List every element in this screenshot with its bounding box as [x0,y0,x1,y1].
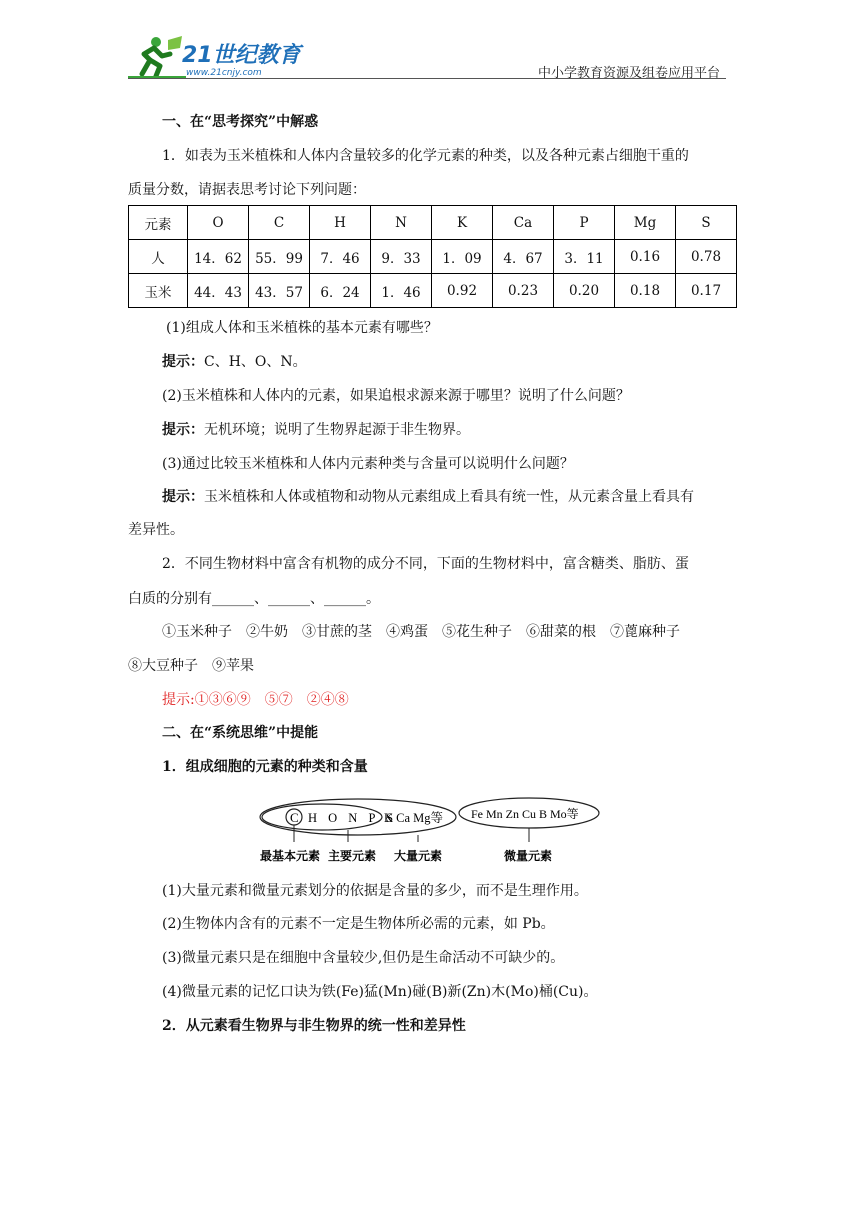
table-cell: 0.17 [676,274,737,308]
header-divider [128,78,726,79]
table-cell: P [554,206,615,240]
label-trace-elements: 微量元素 [504,849,553,863]
table-cell: 55．99 [249,240,310,274]
table-cell: 1．09 [432,240,493,274]
table-header-row [129,206,737,240]
table-cell: 4．67 [493,240,554,274]
element-table [128,205,737,308]
table-cell: H [310,206,371,240]
table-cell: 元素 [129,206,188,240]
note-1: (1)大量元素和微量元素划分的依据是含量的多少，而不是生理作用。 [162,883,588,899]
q2-options-line1: ①玉米种子 ②牛奶 ③甘蔗的茎 ④鸡蛋 ⑤花生种子 ⑥甜菜的根 ⑦蓖麻种子 [162,624,680,640]
label-basic-element: 最基本元素 [260,849,321,863]
table-cell: 3．11 [554,240,615,274]
table-cell: 0.20 [554,274,615,308]
q2-text-line2: 白质的分别有______、______、______。 [128,591,380,607]
hint-text: 无机环境；说明了生物界起源于非生物界。 [204,422,470,438]
note-2: (2)生物体内含有的元素不一定是生物体所必需的元素，如 Pb。 [162,916,555,932]
table-cell: K [432,206,493,240]
logo-text: 21世纪教育 [182,43,301,68]
large-extra-text: K Ca Mg等 [384,811,444,825]
logo [128,32,328,78]
sub3-hint [162,487,694,507]
q2-text-line1: 2．不同生物材料中富含有机物的成分不同，下面的生物材料中，富含糖类、脂肪、蛋 [162,556,689,572]
trace-elements-text: Fe Mn Zn Cu B Mo等 [471,807,579,821]
note-4: (4)微量元素的记忆口诀为铁(Fe)猛(Mn)碰(B)新(Zn)木(Mo)桶(Cu)。 [162,984,598,1000]
table-cell: 0.23 [493,274,554,308]
element-classification-diagram [258,796,602,868]
sub1-question: (1)组成人体和玉米植株的基本元素有哪些？ [166,320,438,336]
q1-text-line2: 质量分数，请据表思考讨论下列问题： [128,182,366,198]
hint-text: 玉米植株和人体或植物和动物从元素组成上看具有统一性，从元素含量上看具有 [204,489,694,505]
table-cell: 7．46 [310,240,371,274]
table-row [129,240,737,274]
table-cell: 9．33 [371,240,432,274]
table-cell: 0.18 [615,274,676,308]
table-cell: 43．57 [249,274,310,308]
table-cell: 6．24 [310,274,371,308]
header-title: 中小学教育资源及组卷应用平台 [537,66,720,81]
section1-heading: 一、在“思考探究”中解惑 [162,114,319,130]
table-cell: 0.78 [676,240,737,274]
hint-text: C、H、O、N。 [204,354,307,370]
sub2-heading: 2．从元素看生物界与非生物界的统一性和差异性 [162,1018,466,1034]
sub1-hint [162,352,307,372]
logo-url: www.21cnjy.com [186,68,262,78]
table-cell: 14．62 [188,240,249,274]
table-cell: 1．46 [371,274,432,308]
q2-hint: 提示:①③⑥⑨ ⑤⑦ ②④⑧ [162,692,349,708]
table-cell: N [371,206,432,240]
hint-label: 提示： [162,354,204,370]
label-main-elements: 主要元素 [328,849,377,863]
main-elements-text: H O N P S [308,811,398,825]
hint-label: 提示： [162,489,204,505]
sub3-question: (3)通过比较玉米植株和人体内元素种类与含量可以说明什么问题？ [162,456,574,472]
table-row [129,274,737,308]
runner-icon [142,36,182,76]
sub1-heading: 1．组成细胞的元素的种类和含量 [162,759,368,775]
table-cell: 0.92 [432,274,493,308]
hint-label: 提示： [162,422,204,438]
page-header [128,32,726,80]
table-cell: O [188,206,249,240]
table-cell: 人 [129,240,188,274]
table-cell: S [676,206,737,240]
q2-options-line2: ⑧大豆种子 ⑨苹果 [128,658,254,674]
section2-heading: 二、在“系统思维”中提能 [162,725,319,741]
q1-text-line1: 1．如表为玉米植株和人体内含量较多的化学元素的种类，以及各种元素占细胞干重的 [162,148,689,164]
basic-element-letter: C [290,810,299,825]
sub2-question: (2)玉米植株和人体内的元素，如果追根求源来源于哪里？说明了什么问题？ [162,388,630,404]
note-3: (3)微量元素只是在细胞中含量较少,但仍是生命活动不可缺少的。 [162,950,565,966]
table-cell: 44．43 [188,274,249,308]
table-cell: 0.16 [615,240,676,274]
table-cell: 玉米 [129,274,188,308]
table-cell: Mg [615,206,676,240]
sub3-hint-line2: 差异性。 [128,522,184,538]
label-large-elements: 大量元素 [394,849,443,863]
table-cell: C [249,206,310,240]
table-cell: Ca [493,206,554,240]
sub2-hint [162,420,470,440]
